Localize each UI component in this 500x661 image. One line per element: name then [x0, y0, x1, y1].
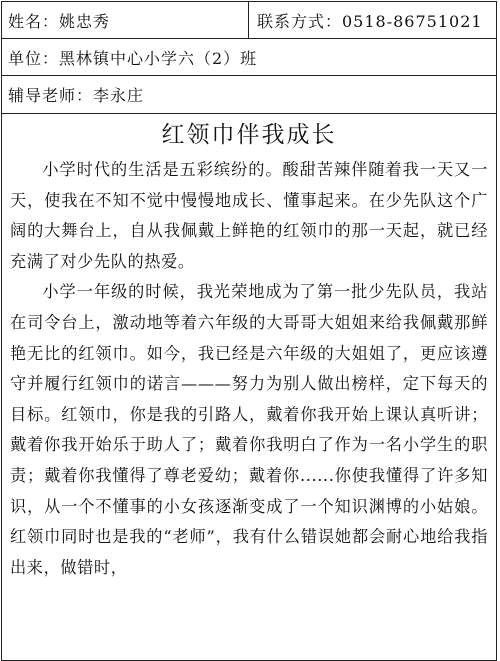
essay-paragraph: 小学一年级的时候，我光荣地成为了第一批少先队员，我站在司令台上，激动地等着六年级的大哥哥大姐姐来给我佩戴那鲜艳无比的红领巾。如今，我已经是六年级的大姐姐了，更应该遵守并履行红领巾的诺言———努力为别人做出榜样，定下每天的目标。红领巾，你是我的引路人，戴着你我开始上课认真听讲；戴着你我开始乐于助人了；戴着你我明白了作为一名小学生的职责；戴着你我懂得了尊老爱幼；戴着你......你使我懂得了许多知识，从一个不懂事的小女孩逐渐变成了一个知识渊博的小姑娘。红领巾同时也是我的“老师”，我有什么错误她都会耐心地给我指出来，做错时，: [10, 282, 488, 577]
school-unit: 单位：黑林镇中心小学六（2）班: [2, 39, 496, 76]
essay-body: [2, 114, 496, 660]
contact-info: 联系方式：0518-86751021: [257, 11, 483, 31]
essay-title: 红领巾伴我成长: [161, 122, 337, 148]
advisor-teacher: 辅导老师：李永庄: [2, 76, 496, 114]
essay-paragraph: 小学时代的生活是五彩缤纷的。酸甜苦辣伴随着我一天又一天，使我在不知不觉中慢慢地成长、懂事起来。在少先队这个广阔的大舞台上，自从我佩戴上鲜艳的红领巾的那一天起，就已经充满了对少先队的热爱。: [10, 160, 488, 271]
entry-form: [1, 1, 497, 661]
name-contact-row: [2, 2, 496, 39]
author-name: 姓名：姚忠秀: [2, 2, 249, 38]
